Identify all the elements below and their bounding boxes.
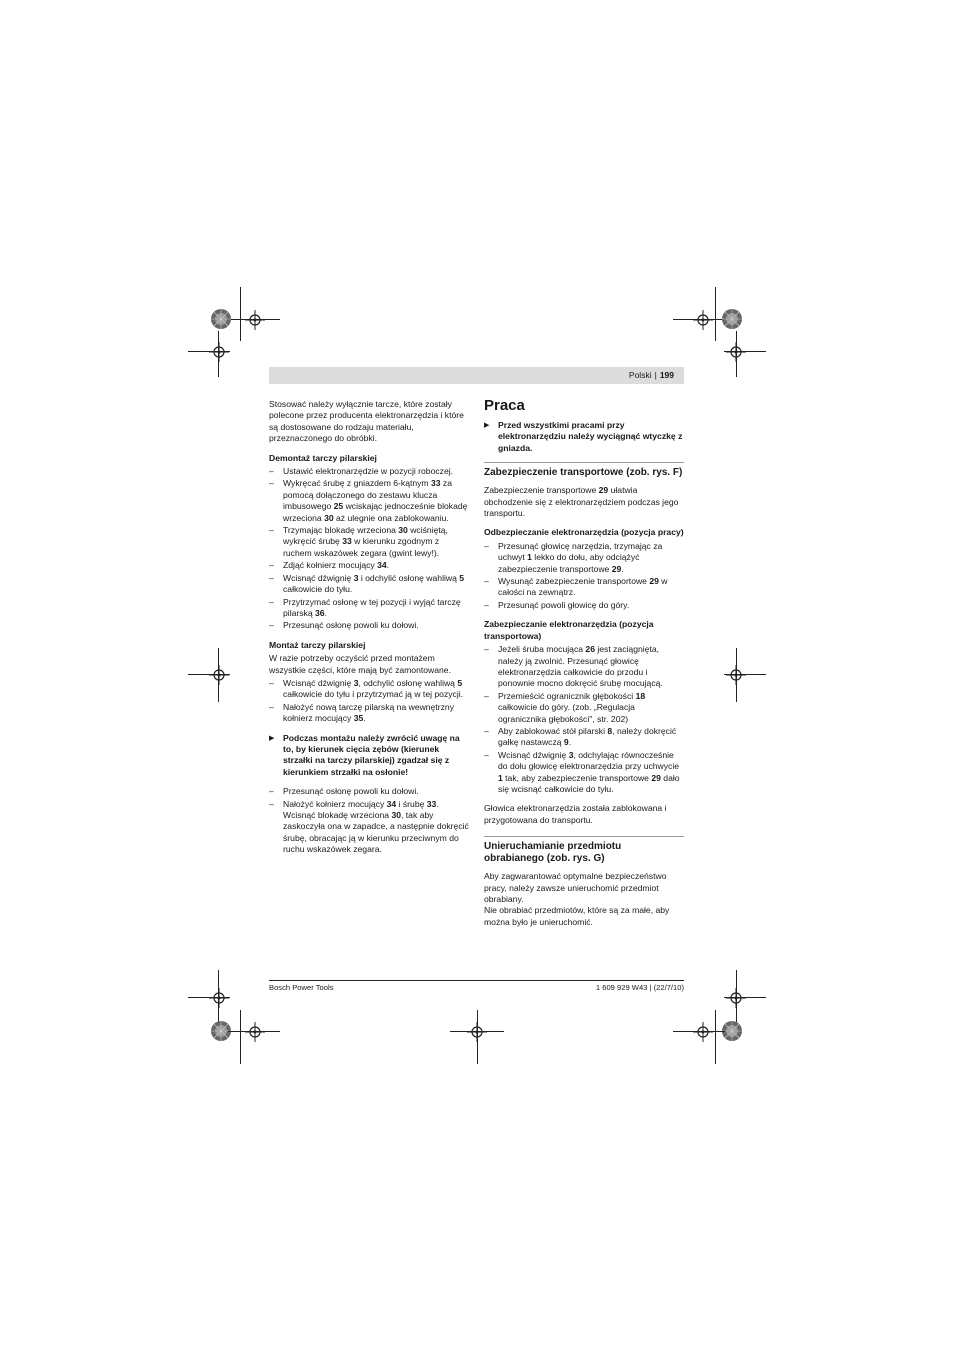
- montaz-intro: W razie potrzeby oczyścić przed montażem wszystkie części, które mają być zamontowane.: [269, 653, 451, 675]
- intro-paragraph: Stosować należy wyłącznie tarcze, które zostały polecone przez producenta elektronarzędzia i które są dostosowane do rodzaju materiału, przeznaczonego do obróbki.: [269, 399, 464, 444]
- list-item: – Przemieścić ogranicznik głębokości 18 całkowicie do góry. (zob. „Regulacja ogranicznika głębokości", str. 202): [484, 691, 684, 725]
- list-item: – Wcisnąć dźwignię 3 i odchylić osłonę wahliwą 5 całkowicie do tyłu.: [269, 573, 469, 596]
- demontaz-list: [269, 466, 469, 632]
- crosshair-icon: [693, 1022, 713, 1042]
- list-item: – Przesunąć osłonę powoli ku dołowi.: [269, 620, 469, 631]
- footer-rule: [269, 980, 684, 981]
- list-item: – Wykręcać śrubę z gniazdem 6-kątnym 33 za pomocą dołączonego do zestawu klucza imbusowego 25 wciskając jednocześnie blokadę wrzeciona 30 aż ulegnie ona zablokowaniu.: [269, 478, 469, 524]
- warning-triangle-icon: ▶: [269, 734, 275, 742]
- transport-closing: Głowica elektronarzędzia została zablokowana i przygotowana do transportu.: [484, 803, 667, 825]
- crosshair-icon: [209, 665, 229, 685]
- list-item: – Wcisnąć dźwignię 3, odchylić osłonę wahliwą 5 całkowicie do tyłu i przytrzymać ją w tej pozycji.: [269, 678, 469, 701]
- lock-list: [484, 644, 684, 795]
- workpiece-p1: Aby zagwarantować optymalne bezpieczeństwo pracy, należy zawsze unieruchomić przedmiot obrabiany.: [484, 871, 667, 904]
- crosshair-icon: [245, 310, 265, 330]
- color-target-icon: [721, 308, 743, 330]
- list-item: – Przesunąć powoli głowicę do góry.: [484, 600, 684, 611]
- left-column: [269, 399, 469, 864]
- praca-warning: ▶ Przed wszystkimi pracami przy elektronarzędziu należy wyciągnąć wtyczkę z gniazda.: [484, 420, 683, 453]
- list-item: – Zdjąć kołnierz mocujący 34.: [269, 560, 469, 571]
- section-heading-montaz: Montaż tarczy pilarskiej: [269, 639, 366, 650]
- color-target-icon: [210, 308, 232, 330]
- crosshair-icon: [209, 988, 229, 1008]
- crosshair-icon: [209, 342, 229, 362]
- list-item: – Przytrzymać osłonę w tej pozycji i wyjąć tarczę pilarską 36.: [269, 597, 469, 620]
- header-separator: |: [654, 370, 657, 380]
- crosshair-icon: [245, 1022, 265, 1042]
- header-language: Polski: [628, 370, 652, 380]
- list-item: – Wcisnąć dźwignię 3, odchylając równocześnie do dołu głowicę elektronarzędzia przy uchwycie 1 tak, aby zabezpieczenie transportowe 29 dało się wcisnąć całkowicie do tyłu.: [484, 750, 684, 796]
- section-heading-demontaz: Demontaż tarczy pilarskiej: [269, 452, 377, 463]
- subheading-lock: Zabezpieczanie elektronarzędzia (pozycja transportowa): [484, 619, 654, 641]
- crosshair-icon: [693, 310, 713, 330]
- page-number: 199: [659, 370, 674, 380]
- list-item: – Przesunąć głowicę narzędzia, trzymając za uchwyt 1 lekko do dołu, aby odciążyć zabezpieczenie transportowe 29.: [484, 541, 684, 575]
- crosshair-icon: [726, 988, 746, 1008]
- warning-triangle-icon: ▶: [484, 422, 490, 429]
- montaz-list-2: [269, 786, 469, 855]
- montaz-list: [269, 678, 469, 725]
- page-header: [269, 367, 684, 384]
- footer-doc-number: 1 609 929 W43 | (22/7/10): [595, 983, 684, 992]
- crosshair-icon: [726, 342, 746, 362]
- list-item: – Nałożyć nową tarczę pilarską na wewnętrzny kołnierz mocujący 35.: [269, 702, 469, 725]
- footer-brand: Bosch Power Tools: [269, 983, 334, 992]
- crosshair-icon: [467, 1022, 487, 1042]
- list-item: – Przesunąć osłonę powoli ku dołowi.: [269, 786, 469, 797]
- transport-intro: Zabezpieczenie transportowe 29 ułatwia obchodzenie się z elektronarzędziem podczas jego transportu.: [484, 485, 679, 519]
- subheading-unlock: Odbezpieczanie elektronarzędzia (pozycja pracy): [484, 527, 684, 538]
- unlock-list: [484, 541, 684, 611]
- list-item: – Aby zablokować stół pilarski 8, należy dokręcić gałkę nastawczą 9.: [484, 726, 684, 749]
- montaz-warning: ▶ Podczas montażu należy zwrócić uwagę na to, by kierunek cięcia zębów (kierunek strzałki na tarczy pilarskiej) zgadzał się z kierunkiem strzałki na osłonie!: [269, 732, 460, 777]
- crosshair-icon: [726, 665, 746, 685]
- list-item: – Ustawić elektronarzędzie w pozycji roboczej.: [269, 466, 469, 477]
- list-item: – Wysunąć zabezpieczenie transportowe 29 w całości na zewnątrz.: [484, 576, 684, 599]
- list-item: – Jeżeli śruba mocująca 26 jest zaciągnięta, należy ją zwolnić. Przesunąć głowicę elektronarzędzia całkowicie do przodu i ponownie mocno dokręcić śrubę mocującą.: [484, 644, 684, 690]
- workpiece-p2: Nie obrabiać przedmiotów, które są za małe, aby można było je unieruchomić.: [484, 905, 670, 927]
- right-column: [484, 399, 684, 936]
- list-item: – Trzymając blokadę wrzeciona 30 wciśniętą, wykręcić śrubę 33 w kierunku zgodnym z ruchem wskazówek zegara (gwint lewy!).: [269, 525, 469, 559]
- section-heading-workpiece: Unieruchamianie przedmiotu obrabianego (zob. rys. G): [484, 836, 684, 865]
- list-item: – Nałożyć kołnierz mocujący 34 i śrubę 33. Wcisnąć blokadę wrzeciona 30, tak aby zaskoczyła ona w zapadce, a następnie dokręcić śrubę, obracając ją w kierunku przeciwnym do ruchu wskazówek zegara.: [269, 799, 469, 856]
- section-heading-transport: Zabezpieczenie transportowe (zob. rys. F): [484, 462, 684, 479]
- section-title-praca: Praca: [484, 397, 525, 414]
